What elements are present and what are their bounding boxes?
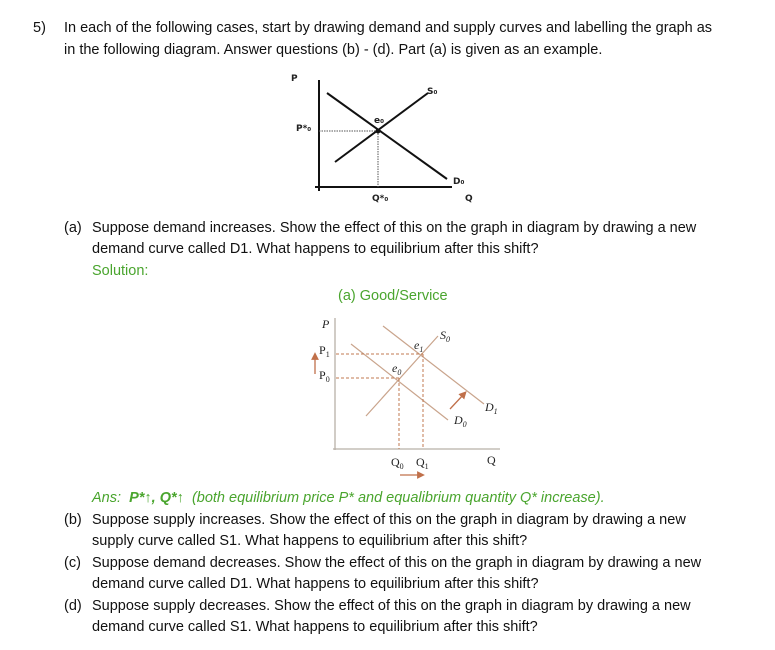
solution-answer: Ans: P*↑, Q*↑ (both equilibrium price P* and equalibrium quantity Q* increase). (92, 490, 605, 506)
part-a-label: (a) (64, 220, 82, 236)
solution-p0-label: $P_0$ (319, 368, 330, 384)
part-b-label: (b) (64, 512, 82, 528)
solution-d0-label: $D_0$ (454, 413, 467, 429)
example-demand-label: D₀ (453, 177, 465, 187)
solution-heading: Solution: (92, 263, 149, 279)
solution-q1-label: $Q_1$ (416, 455, 429, 471)
example-quantity-label: Q*₀ (372, 194, 389, 204)
part-a-line-2: demand curve called D1. What happens to equilibrium after this shift? (92, 241, 539, 257)
part-d-line-1: Suppose supply decreases. Show the effect of this on the graph in diagram by drawing a new (92, 598, 691, 614)
solution-e0-label: $e_0$ (392, 361, 402, 377)
intro-line-1: In each of the following cases, start by drawing demand and supply curves and labelling the graph as (64, 20, 713, 36)
solution-p1-label: $P_1$ (319, 343, 330, 359)
example-axis-p: P (291, 74, 298, 84)
solution-d1-label: $D_1$ (485, 400, 498, 416)
solution-diagram-title: (a) Good/Service (338, 288, 448, 304)
part-d-label: (d) (64, 598, 82, 614)
example-axis-q: Q (465, 194, 473, 204)
solution-e1-label: $e_1$ (414, 338, 424, 354)
solution-s0-label: $S_0$ (440, 328, 450, 344)
part-c-line-1: Suppose demand decreases. Show the effect of this on the graph in diagram by drawing a new (92, 555, 702, 571)
solution-axis-p: P (322, 317, 330, 331)
part-b-line-2: supply curve called S1. What happens to equilibrium after this shift? (92, 533, 528, 549)
part-c-label: (c) (64, 555, 81, 571)
solution-q0-label: $Q_0$ (391, 455, 404, 471)
part-b-line-1: Suppose supply increases. Show the effect of this on the graph in diagram by drawing a new (92, 512, 686, 528)
example-equilibrium-label: e₀ (374, 116, 385, 126)
part-a-line-1: Suppose demand increases. Show the effect of this on the graph in diagram by drawing a new (92, 220, 697, 236)
intro-line-2: in the following diagram. Answer questions (b) - (d). Part (a) is given as an example. (64, 42, 603, 58)
example-supply-label: S₀ (427, 87, 438, 97)
example-price-label: P*₀ (296, 124, 312, 134)
part-c-line-2: demand curve called D1. What happens to equilibrium after this shift? (92, 576, 539, 592)
question-number: 5) (33, 20, 46, 36)
solution-axis-q: Q (487, 453, 496, 467)
part-d-line-2: demand curve called S1. What happens to equilibrium after this shift? (92, 619, 538, 635)
